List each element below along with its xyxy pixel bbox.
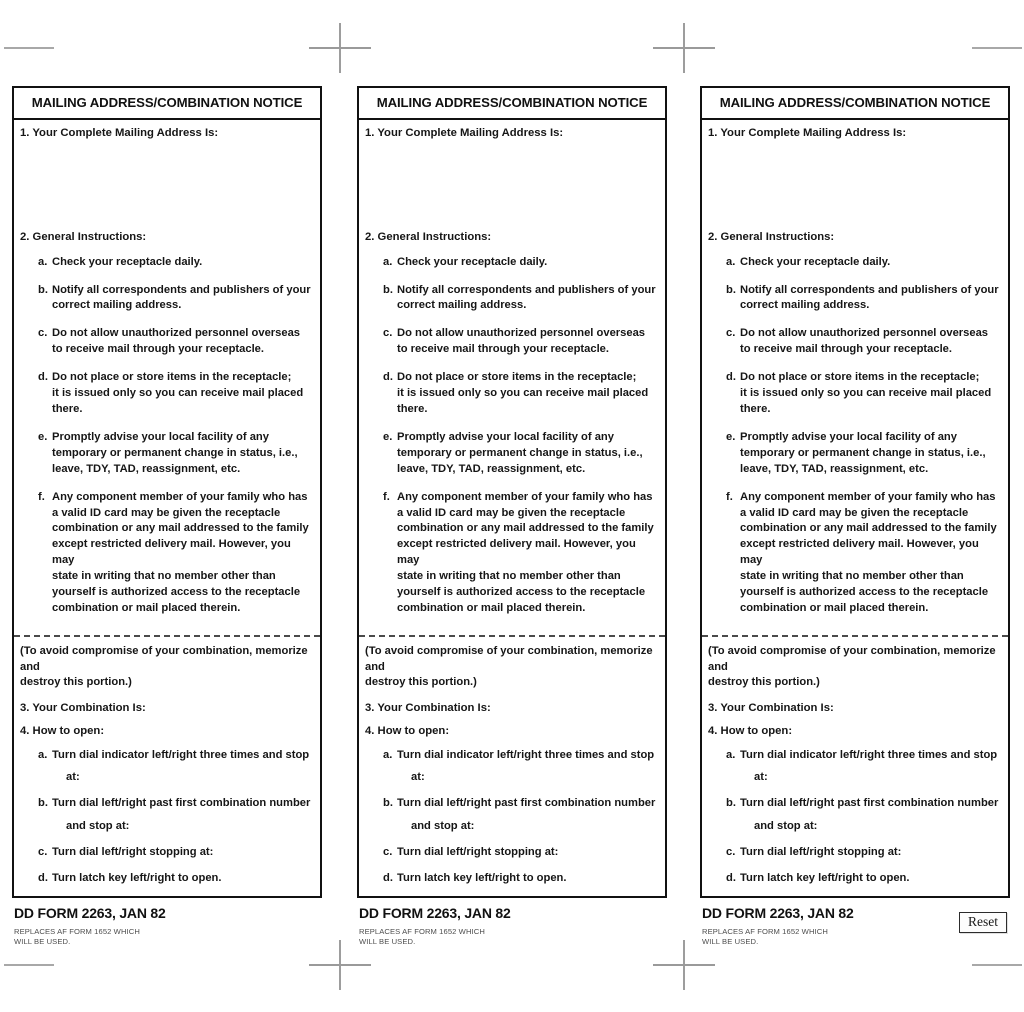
compromise-note-line: destroy this portion.): [365, 676, 477, 689]
notice-box: [357, 86, 667, 898]
instruction-item: [708, 326, 1002, 358]
section-1-heading: 1. Your Complete Mailing Address Is:: [708, 126, 907, 139]
notice-title: MAILING ADDRESS/COMBINATION NOTICE: [14, 88, 320, 120]
instruction-marker: e.: [726, 430, 736, 443]
how-to-open-list: [702, 747, 1008, 896]
how-to-open-line: Turn latch key left/right to open.: [52, 872, 222, 885]
instruction-line: combination or mail placed therein.: [52, 601, 241, 614]
how-to-open-continuation: at:: [66, 771, 80, 784]
section-3-heading: 3. Your Combination Is:: [20, 701, 146, 714]
replaces-note-line: REPLACES AF FORM 1652 WHICH: [702, 926, 828, 936]
instruction-text: [52, 430, 314, 478]
how-to-open-marker: c.: [383, 845, 393, 858]
instruction-line: Any component member of your family who has: [397, 490, 653, 503]
mailing-address-field[interactable]: [359, 140, 665, 224]
instruction-text: [397, 370, 659, 418]
edge-tick-top-right: [972, 47, 1022, 49]
instruction-text: [740, 283, 1002, 315]
instruction-line: combination or any mail addressed to the family: [397, 522, 654, 535]
instruction-text: [397, 490, 659, 617]
instruction-marker: b.: [38, 283, 48, 296]
instruction-line: there.: [740, 402, 771, 415]
how-to-open-item: [20, 747, 314, 785]
instruction-line: it is issued only so you can receive mail placed: [52, 387, 304, 400]
instruction-line: combination or any mail addressed to the family: [52, 522, 309, 535]
compromise-note-line: (To avoid compromise of your combination, memorize and: [708, 644, 996, 673]
section-4-heading: 4. How to open:: [365, 724, 450, 737]
how-to-open-item: [20, 844, 314, 860]
instruction-line: leave, TDY, TAD, reassignment, etc.: [740, 462, 929, 475]
form-identifier: DD FORM 2263, JAN 82: [359, 905, 511, 922]
instruction-marker: e.: [38, 430, 48, 443]
instruction-item: [20, 490, 314, 617]
crop-mark-horizontal-line: [653, 47, 715, 49]
replaces-note: [14, 927, 322, 949]
how-to-open-marker: d.: [38, 872, 48, 885]
instruction-line: Do not allow unauthorized personnel overseas: [397, 327, 646, 340]
instruction-text: [740, 370, 1002, 418]
notice-body: [702, 120, 1008, 897]
instruction-line: it is issued only so you can receive mail placed: [397, 387, 649, 400]
instruction-line: Promptly advise your local facility of any: [740, 430, 957, 443]
instruction-line: Check your receptacle daily.: [397, 255, 548, 268]
how-to-open-line: Turn dial left/right stopping at:: [52, 845, 214, 858]
instruction-line: Promptly advise your local facility of any: [52, 430, 269, 443]
instruction-line: combination or mail placed therein.: [740, 601, 929, 614]
how-to-open-line: Turn dial indicator left/right three times and stop: [52, 748, 310, 761]
section-3-heading: 3. Your Combination Is:: [365, 701, 491, 714]
instruction-marker: e.: [383, 430, 393, 443]
instruction-marker: a.: [383, 255, 393, 268]
how-to-open-continuation: at:: [754, 771, 768, 784]
instruction-item: [365, 255, 659, 271]
crop-mark-top-right: [653, 23, 715, 73]
how-to-open-text: [740, 795, 1002, 833]
instruction-text: [740, 255, 1002, 271]
instruction-line: except restricted delivery mail. However, you may: [52, 538, 291, 567]
how-to-open-item: [365, 844, 659, 860]
instruction-line: there.: [397, 402, 428, 415]
instruction-line: except restricted delivery mail. However, you may: [740, 538, 979, 567]
instruction-item: [708, 283, 1002, 315]
instruction-item: [708, 430, 1002, 478]
how-to-open-marker: a.: [383, 748, 393, 761]
instruction-line: yourself is authorized access to the receptacle: [740, 586, 989, 599]
instruction-line: Notify all correspondents and publishers of your: [52, 283, 311, 296]
replaces-note-line: WILL BE USED.: [702, 937, 759, 947]
replaces-note: [359, 927, 667, 949]
instruction-marker: b.: [383, 283, 393, 296]
instruction-text: [52, 255, 314, 271]
how-to-open-item: [708, 795, 1002, 833]
how-to-open-text: [397, 795, 659, 833]
how-to-open-text: [397, 870, 659, 886]
instruction-text: [52, 490, 314, 617]
instruction-item: [20, 370, 314, 418]
instruction-line: except restricted delivery mail. However, you may: [397, 538, 636, 567]
instruction-line: temporary or permanent change in status, i.e.,: [740, 446, 986, 459]
how-to-open-list: [14, 747, 320, 896]
how-to-open-text: [740, 747, 1002, 785]
crop-mark-vertical-line: [340, 940, 341, 990]
how-to-open-item: [708, 844, 1002, 860]
compromise-note-line: (To avoid compromise of your combination, memorize and: [20, 644, 308, 673]
section-2-heading: 2. General Instructions:: [708, 230, 835, 243]
how-to-open-marker: a.: [726, 748, 736, 761]
instruction-item: [365, 490, 659, 617]
replaces-note-line: WILL BE USED.: [14, 937, 71, 947]
form-footer: [12, 906, 322, 948]
instruction-item: [365, 430, 659, 478]
form-copy-2: [357, 86, 667, 948]
how-to-open-marker: b.: [383, 797, 393, 810]
how-to-open-item: [365, 747, 659, 785]
mailing-address-field[interactable]: [702, 140, 1008, 224]
how-to-open-continuation: and stop at:: [411, 819, 475, 832]
instruction-marker: b.: [726, 283, 736, 296]
compromise-note: [702, 637, 1008, 691]
how-to-open-continuation: at:: [411, 771, 425, 784]
instruction-marker: a.: [726, 255, 736, 268]
how-to-open-continuation: and stop at:: [754, 819, 818, 832]
instruction-line: state in writing that no member other than: [52, 570, 276, 583]
instruction-text: [740, 326, 1002, 358]
notice-box: [12, 86, 322, 898]
how-to-open-item: [20, 795, 314, 833]
instruction-line: Check your receptacle daily.: [52, 255, 203, 268]
instruction-text: [397, 255, 659, 271]
how-to-open-marker: c.: [38, 845, 48, 858]
how-to-open-marker: d.: [726, 872, 736, 885]
how-to-open-text: [52, 747, 314, 785]
form-copy-1: [12, 86, 322, 948]
how-to-open-text: [52, 844, 314, 860]
form-identifier: DD FORM 2263, JAN 82: [702, 905, 854, 922]
instruction-item: [20, 430, 314, 478]
how-to-open-line: Turn dial left/right past first combination number: [52, 797, 311, 810]
how-to-open-line: Turn dial indicator left/right three times and stop: [740, 748, 998, 761]
instruction-text: [740, 490, 1002, 617]
how-to-open-item: [365, 870, 659, 886]
compromise-note-line: destroy this portion.): [20, 676, 132, 689]
instruction-item: [20, 255, 314, 271]
edge-tick-bottom-right: [972, 964, 1022, 966]
instruction-line: Do not place or store items in the receptacle;: [52, 371, 292, 384]
instruction-item: [708, 490, 1002, 617]
section-1-heading: 1. Your Complete Mailing Address Is:: [365, 126, 564, 139]
instruction-text: [52, 370, 314, 418]
compromise-note-line: destroy this portion.): [708, 676, 820, 689]
instruction-item: [365, 370, 659, 418]
crop-mark-horizontal-line: [309, 47, 371, 49]
instruction-line: a valid ID card may be given the receptacle: [397, 506, 626, 519]
instruction-item: [708, 370, 1002, 418]
replaces-note-line: REPLACES AF FORM 1652 WHICH: [14, 926, 140, 936]
crop-mark-vertical-line: [684, 940, 685, 990]
instruction-line: temporary or permanent change in status, i.e.,: [52, 446, 298, 459]
instruction-line: Do not allow unauthorized personnel overseas: [52, 327, 301, 340]
instruction-line: correct mailing address.: [52, 299, 182, 312]
instruction-text: [397, 283, 659, 315]
instruction-line: temporary or permanent change in status, i.e.,: [397, 446, 643, 459]
how-to-open-text: [397, 747, 659, 785]
how-to-open-continuation: and stop at:: [66, 819, 130, 832]
crop-mark-vertical-line: [340, 23, 341, 73]
general-instructions-list: [359, 255, 665, 621]
instruction-line: it is issued only so you can receive mail placed: [740, 387, 992, 400]
instruction-text: [397, 430, 659, 478]
instruction-line: yourself is authorized access to the receptacle: [397, 586, 646, 599]
form-footer: [357, 906, 667, 948]
crop-mark-top-left: [309, 23, 371, 73]
instruction-line: there.: [52, 402, 83, 415]
replaces-note-line: WILL BE USED.: [359, 937, 416, 947]
section-4-heading: 4. How to open:: [708, 724, 793, 737]
instruction-line: Do not allow unauthorized personnel overseas: [740, 327, 989, 340]
compromise-note: [14, 637, 320, 691]
instruction-marker: c.: [38, 327, 48, 340]
instruction-line: a valid ID card may be given the receptacle: [52, 506, 281, 519]
instruction-line: state in writing that no member other than: [397, 570, 621, 583]
instruction-line: leave, TDY, TAD, reassignment, etc.: [397, 462, 586, 475]
how-to-open-marker: c.: [726, 845, 736, 858]
instruction-text: [52, 283, 314, 315]
instruction-item: [365, 283, 659, 315]
instruction-marker: d.: [383, 371, 393, 384]
notice-title: MAILING ADDRESS/COMBINATION NOTICE: [359, 88, 665, 120]
how-to-open-text: [397, 844, 659, 860]
mailing-address-field[interactable]: [14, 140, 320, 224]
compromise-note: [359, 637, 665, 691]
replaces-note-line: REPLACES AF FORM 1652 WHICH: [359, 926, 485, 936]
notice-box: [700, 86, 1010, 898]
instruction-line: a valid ID card may be given the receptacle: [740, 506, 969, 519]
how-to-open-line: Turn dial indicator left/right three times and stop: [397, 748, 655, 761]
instruction-line: to receive mail through your receptacle.: [52, 343, 265, 356]
form-identifier: DD FORM 2263, JAN 82: [14, 905, 166, 922]
instruction-line: Do not place or store items in the receptacle;: [740, 371, 980, 384]
instruction-line: Any component member of your family who has: [740, 490, 996, 503]
how-to-open-text: [52, 870, 314, 886]
instruction-line: yourself is authorized access to the receptacle: [52, 586, 301, 599]
how-to-open-line: Turn latch key left/right to open.: [740, 872, 910, 885]
instruction-line: correct mailing address.: [740, 299, 870, 312]
instruction-line: Check your receptacle daily.: [740, 255, 891, 268]
instruction-marker: d.: [726, 371, 736, 384]
instruction-line: Any component member of your family who has: [52, 490, 308, 503]
instruction-marker: c.: [726, 327, 736, 340]
edge-tick-top-left: [4, 47, 54, 49]
instruction-line: Notify all correspondents and publishers of your: [397, 283, 656, 296]
how-to-open-marker: a.: [38, 748, 48, 761]
instruction-item: [708, 255, 1002, 271]
crop-mark-horizontal-line: [309, 964, 371, 966]
instruction-line: combination or any mail addressed to the family: [740, 522, 997, 535]
instruction-line: leave, TDY, TAD, reassignment, etc.: [52, 462, 241, 475]
notice-body: [14, 120, 320, 897]
how-to-open-marker: b.: [38, 797, 48, 810]
instruction-marker: c.: [383, 327, 393, 340]
how-to-open-line: Turn dial left/right past first combination number: [740, 797, 999, 810]
how-to-open-text: [740, 870, 1002, 886]
edge-tick-bottom-left: [4, 964, 54, 966]
how-to-open-line: Turn dial left/right stopping at:: [740, 845, 902, 858]
instruction-line: to receive mail through your receptacle.: [397, 343, 610, 356]
instruction-marker: f.: [726, 490, 733, 503]
how-to-open-text: [740, 844, 1002, 860]
instruction-item: [20, 283, 314, 315]
instruction-line: state in writing that no member other than: [740, 570, 964, 583]
instruction-line: correct mailing address.: [397, 299, 527, 312]
reset-button[interactable]: Reset: [959, 912, 1007, 933]
form-copy-3: [700, 86, 1010, 948]
instruction-marker: f.: [38, 490, 45, 503]
instruction-line: combination or mail placed therein.: [397, 601, 586, 614]
section-1-heading: 1. Your Complete Mailing Address Is:: [20, 126, 219, 139]
instruction-line: Notify all correspondents and publishers of your: [740, 283, 999, 296]
notice-title: MAILING ADDRESS/COMBINATION NOTICE: [702, 88, 1008, 120]
how-to-open-item: [708, 870, 1002, 886]
compromise-note-line: (To avoid compromise of your combination, memorize and: [365, 644, 653, 673]
how-to-open-text: [52, 795, 314, 833]
section-2-heading: 2. General Instructions:: [20, 230, 147, 243]
how-to-open-list: [359, 747, 665, 896]
how-to-open-marker: b.: [726, 797, 736, 810]
how-to-open-line: Turn dial left/right stopping at:: [397, 845, 559, 858]
form-footer: [700, 906, 1010, 948]
how-to-open-item: [365, 795, 659, 833]
general-instructions-list: [702, 255, 1008, 621]
section-4-heading: 4. How to open:: [20, 724, 105, 737]
instruction-line: to receive mail through your receptacle.: [740, 343, 953, 356]
section-3-heading: 3. Your Combination Is:: [708, 701, 834, 714]
how-to-open-line: Turn latch key left/right to open.: [397, 872, 567, 885]
instruction-marker: d.: [38, 371, 48, 384]
crop-mark-horizontal-line: [653, 964, 715, 966]
instruction-text: [52, 326, 314, 358]
general-instructions-list: [14, 255, 320, 621]
instruction-marker: a.: [38, 255, 48, 268]
how-to-open-line: Turn dial left/right past first combination number: [397, 797, 656, 810]
instruction-text: [740, 430, 1002, 478]
instruction-line: Do not place or store items in the receptacle;: [397, 371, 637, 384]
instruction-marker: f.: [383, 490, 390, 503]
instruction-text: [397, 326, 659, 358]
instruction-item: [20, 326, 314, 358]
how-to-open-item: [708, 747, 1002, 785]
instruction-line: Promptly advise your local facility of any: [397, 430, 614, 443]
section-2-heading: 2. General Instructions:: [365, 230, 492, 243]
how-to-open-item: [20, 870, 314, 886]
instruction-item: [365, 326, 659, 358]
how-to-open-marker: d.: [383, 872, 393, 885]
crop-mark-vertical-line: [684, 23, 685, 73]
notice-body: [359, 120, 665, 897]
